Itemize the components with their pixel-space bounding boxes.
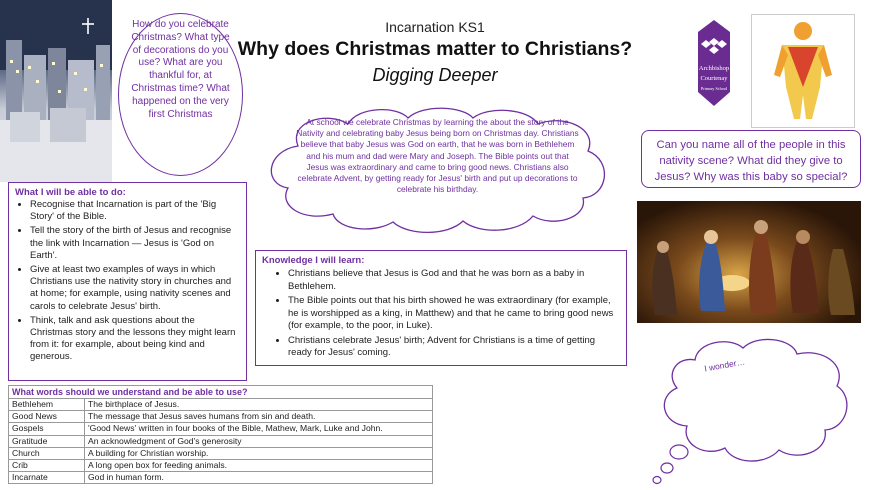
- term-cell: Good News: [9, 411, 85, 423]
- learning-objectives-heading: What I will be able to do:: [15, 187, 126, 198]
- school-logo-line3: Primary School: [700, 86, 728, 91]
- table-row: [9, 472, 433, 484]
- definition-cell: The birthplace of Jesus.: [85, 399, 433, 411]
- term-cell: Gratitude: [9, 435, 85, 447]
- table-row: [9, 435, 433, 447]
- page-tagline: Digging Deeper: [372, 65, 498, 85]
- term-cell: Incarnate: [9, 472, 85, 484]
- table-row: [9, 423, 433, 435]
- table-row: [9, 447, 433, 459]
- figure-illustration: [751, 14, 855, 128]
- knowledge-heading: Knowledge I will learn:: [262, 255, 365, 266]
- knowledge-box: [255, 250, 627, 366]
- vocabulary-table: [8, 398, 433, 484]
- nativity-question-box: [641, 130, 861, 188]
- list-item: • Think, talk and ask questions about the Christmas story and the lessons they might learn from it: for example, about being kind and generous.: [30, 315, 240, 364]
- definition-cell: A long open box for feeding animals.: [85, 459, 433, 471]
- list-item: • The Bible points out that his birth showed he was extraordinary (for example, he is worshipped as a king, in Matthew) and that he came to bring good news (for example, to the poor, in Luke).: [288, 295, 620, 333]
- term-cell: Church: [9, 447, 85, 459]
- list-item: • Tell the story of the birth of Jesus and recognise the link with Incarnation — Jesus is 'God on Earth'.: [30, 225, 240, 262]
- term-cell: Gospels: [9, 423, 85, 435]
- term-cell: Crib: [9, 459, 85, 471]
- table-row: [9, 411, 433, 423]
- cloud-text: At school we celebrate Christmas by learning the about the story of the Nativity and celebrating baby Jesus being born on Christmas day. Christians believe that baby Jesus was God on earth, that he was born in Bethlehem and his mum and dad were Mary and Joseph. The Bible points out that Jesus was extraordinary and came to bring good news. Christians also celebrate Advent, by getting ready for Jesus' birth and put up decorations to celebrate his birthday.: [296, 117, 579, 195]
- question-bubble: [118, 13, 243, 176]
- list-item: • Christians celebrate Jesus' birth; Advent for Christians is a time of getting ready for Jesus' coming.: [288, 335, 620, 360]
- wonder-text: I wonder…: [703, 356, 746, 374]
- table-row: [9, 459, 433, 471]
- school-logo: [686, 18, 742, 108]
- definition-cell: An acknowledgment of God's generosity: [85, 435, 433, 447]
- definition-cell: The message that Jesus saves humans from sin and death.: [85, 411, 433, 423]
- knowledge-list: [262, 268, 620, 360]
- definition-cell: 'Good News' written in four books of the Bible, Mathew, Mark, Luke and John.: [85, 423, 433, 435]
- nativity-scene-image: [637, 201, 861, 323]
- school-logo-line2: Courtenay: [700, 75, 728, 82]
- school-logo-line1: Archbishop: [698, 65, 730, 72]
- vocabulary-heading: What words should we understand and be able to use?: [8, 385, 433, 398]
- question-bubble-text: How do you celebrate Christmas? What type of decorations do you use? What are you thankful for, at Christmas time? What happened on the very first Christmas: [131, 19, 230, 120]
- definition-cell: God in human form.: [85, 472, 433, 484]
- list-item: • Give at least two examples of ways in which Christians use the nativity story in churches and at home; for example, using nativity scenes and carols to celebrate Jesus' birth.: [30, 264, 240, 313]
- page-title: Why does Christmas matter to Christians?: [237, 38, 633, 60]
- nativity-question-text: Can you name all of the people in this nativity scene? What did they give to Jesus? Why was this baby so special?: [654, 139, 848, 183]
- table-row: [9, 399, 433, 411]
- learning-objectives-box: [8, 182, 247, 381]
- learning-objectives-list: [15, 199, 240, 364]
- wonder-cloud-shape: [647, 334, 857, 488]
- list-item: • Christians believe that Jesus is God and that he was born as a baby in Bethlehem.: [288, 268, 620, 293]
- page-subtitle: Incarnation KS1: [385, 19, 485, 35]
- definition-cell: A building for Christian worship.: [85, 447, 433, 459]
- list-item: • Recognise that Incarnation is part of the 'Big Story' of the Bible.: [30, 199, 240, 223]
- vocabulary-section: [8, 385, 433, 484]
- christmas-town-image: [0, 0, 112, 182]
- term-cell: Bethlehem: [9, 399, 85, 411]
